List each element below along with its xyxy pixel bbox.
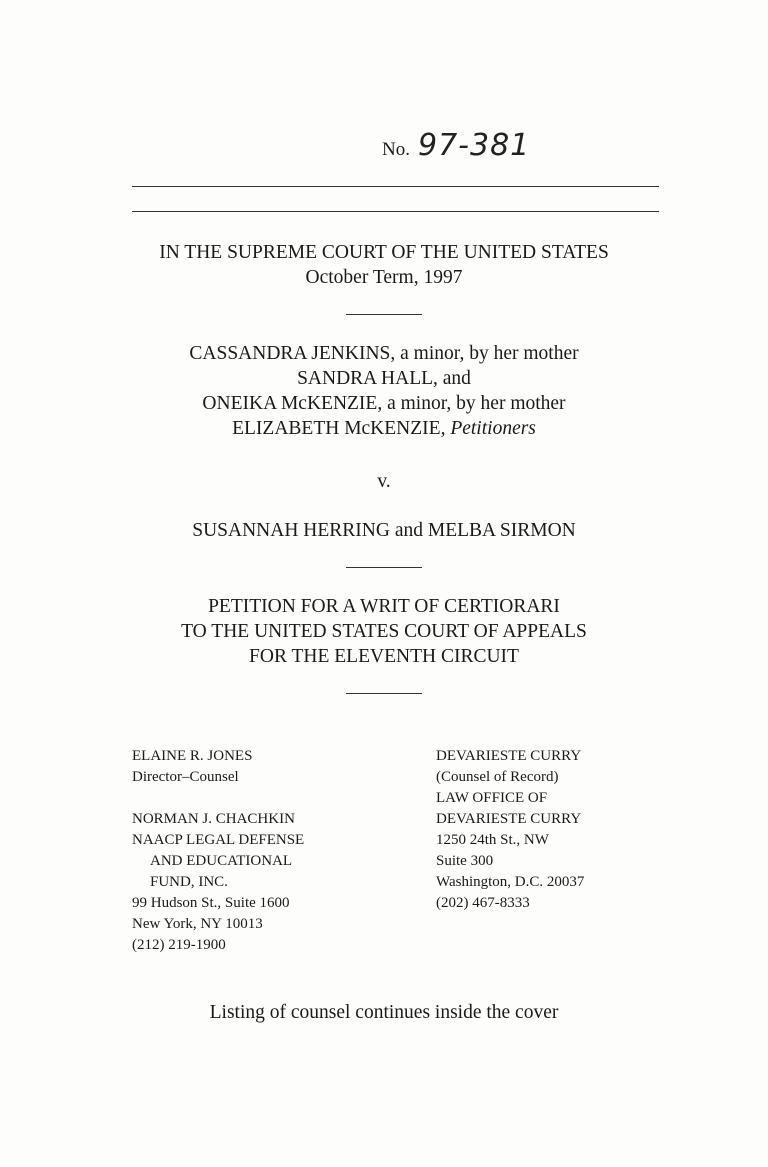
respondents: SUSANNAH HERRING and MELBA SIRMON bbox=[192, 520, 576, 541]
counsel-right-phone: (202) 467-8333 bbox=[436, 895, 530, 911]
footer-note: Listing of counsel continues inside the cover bbox=[209, 1002, 559, 1023]
petition-line-1: PETITION FOR A WRIT OF CERTIORARI bbox=[208, 596, 560, 617]
petition-line-2: TO THE UNITED STATES COURT OF APPEALS bbox=[181, 621, 587, 642]
versus: v. bbox=[377, 471, 391, 492]
counsel-left-address-2: New York, NY 10013 bbox=[132, 916, 263, 932]
court-name: IN THE SUPREME COURT OF THE UNITED STATES bbox=[159, 242, 609, 263]
petitioner-line-2: SANDRA HALL, and bbox=[297, 368, 471, 389]
counsel-name-curry: DEVARIESTE CURRY bbox=[436, 748, 582, 764]
petitioner-line-4 bbox=[0, 416, 768, 441]
petitioner-line-1: CASSANDRA JENKINS, a minor, by her mother bbox=[189, 343, 579, 364]
counsel-name-chachkin: NORMAN J. CHACHKIN bbox=[132, 811, 295, 827]
short-divider-1 bbox=[346, 314, 422, 315]
court-heading bbox=[0, 240, 768, 290]
counsel-right-address-1: 1250 24th St., NW bbox=[436, 832, 549, 848]
short-divider-2 bbox=[346, 567, 422, 568]
counsel-firm-line-2: DEVARIESTE CURRY bbox=[436, 811, 582, 827]
petitioner-role: Petitioners bbox=[450, 418, 536, 439]
counsel-left-column bbox=[132, 746, 304, 956]
petitioner-name: ELIZABETH McKENZIE, bbox=[232, 418, 451, 439]
divider-rule-top bbox=[132, 186, 659, 187]
counsel-firm-line-1: LAW OFFICE OF bbox=[436, 790, 548, 806]
counsel-right-address-2: Suite 300 bbox=[436, 853, 494, 869]
counsel-right-column bbox=[436, 746, 584, 914]
counsel-org-line-1: NAACP LEGAL DEFENSE bbox=[132, 832, 305, 848]
counsel-name-jones: ELAINE R. JONES bbox=[132, 748, 253, 764]
counsel-left-phone: (212) 219-1900 bbox=[132, 937, 226, 953]
petitioners-block bbox=[0, 341, 768, 441]
counsel-title-jones: Director–Counsel bbox=[132, 769, 239, 785]
counsel-right-address-3: Washington, D.C. 20037 bbox=[436, 874, 585, 890]
petition-title bbox=[0, 594, 768, 669]
docket-handwritten-number: 97-381 bbox=[417, 128, 531, 163]
petitioner-line-3: ONEIKA McKENZIE, a minor, by her mother bbox=[202, 393, 566, 414]
counsel-org-line-3: FUND, INC. bbox=[150, 874, 228, 890]
counsel-org-line-2: AND EDUCATIONAL bbox=[150, 853, 293, 869]
counsel-left-address-1: 99 Hudson St., Suite 1600 bbox=[132, 895, 290, 911]
docket-prefix: No. bbox=[382, 139, 410, 160]
divider-rule-second bbox=[132, 211, 659, 212]
petition-line-3: FOR THE ELEVENTH CIRCUIT bbox=[249, 646, 519, 667]
court-term: October Term, 1997 bbox=[305, 267, 463, 288]
counsel-role-curry: (Counsel of Record) bbox=[436, 769, 559, 785]
docket-number bbox=[382, 128, 530, 163]
short-divider-3 bbox=[346, 693, 422, 694]
